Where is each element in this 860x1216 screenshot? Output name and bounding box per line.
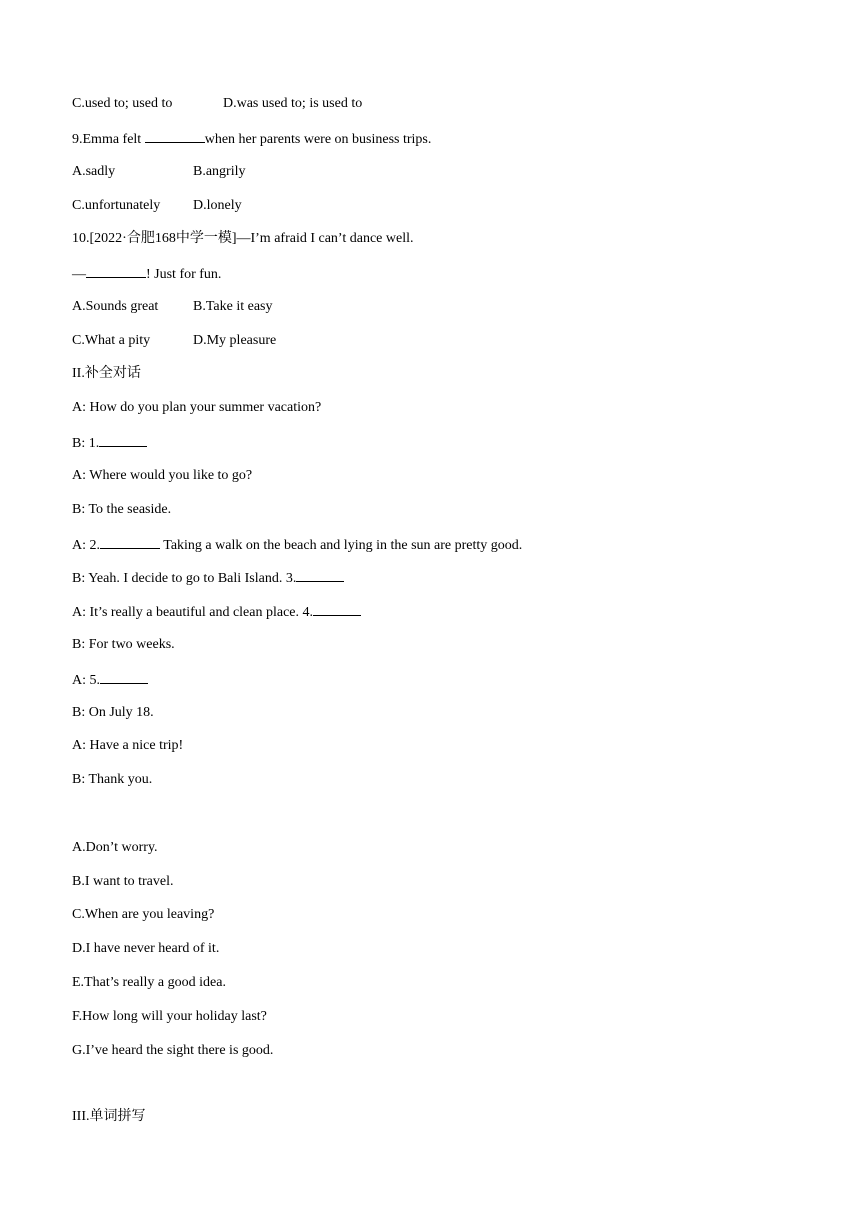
q8-option-d: D.was used to; is used to bbox=[223, 96, 363, 111]
section2-heading: II.补全对话 bbox=[72, 366, 141, 381]
dialogue-line-7-text: A: It’s really a beautiful and clean place. 4. bbox=[72, 605, 314, 620]
choice-option-f: F.How long will your holiday last? bbox=[72, 1009, 267, 1024]
q9-option-c: C.unfortunately bbox=[72, 198, 161, 213]
q9-option-b: B.angrily bbox=[193, 164, 246, 179]
dialogue-line-11: A: Have a nice trip! bbox=[72, 738, 184, 753]
dialogue-line-3: A: Where would you like to go? bbox=[72, 468, 253, 483]
dialogue-line-4: B: To the seaside. bbox=[72, 502, 172, 517]
q10-reply bbox=[72, 264, 221, 284]
q10-stem: 10.[2022·合肥168中学一模]—I’m afraid I can’t dance well. bbox=[72, 231, 414, 246]
q10-option-b: B.Take it easy bbox=[193, 299, 273, 314]
q9-option-a: A.sadly bbox=[72, 164, 116, 179]
q9-stem-end: when her parents were on business trips. bbox=[204, 132, 432, 147]
q10-option-a: A.Sounds great bbox=[72, 299, 159, 314]
q9-answer-blank[interactable] bbox=[145, 129, 205, 143]
dialogue-line-7 bbox=[72, 602, 361, 622]
dialogue-line-8: B: For two weeks. bbox=[72, 637, 175, 652]
q10-option-c: C.What a pity bbox=[72, 333, 151, 348]
dialogue-blank-5[interactable] bbox=[100, 670, 148, 684]
choice-option-d: D.I have never heard of it. bbox=[72, 941, 220, 956]
choice-option-b: B.I want to travel. bbox=[72, 874, 174, 889]
choice-option-c: C.When are you leaving? bbox=[72, 907, 215, 922]
choice-option-g: G.I’ve heard the sight there is good. bbox=[72, 1043, 274, 1058]
dialogue-blank-4[interactable] bbox=[313, 602, 361, 616]
dialogue-line-9-text: A: 5. bbox=[72, 673, 100, 688]
choice-option-a: A.Don’t worry. bbox=[72, 840, 158, 855]
q10-option-d: D.My pleasure bbox=[193, 333, 277, 348]
dialogue-line-2-text: B: 1. bbox=[72, 436, 100, 451]
dialogue-line-12: B: Thank you. bbox=[72, 772, 153, 787]
q10-reply-dash: — bbox=[72, 267, 86, 282]
q9-stem bbox=[72, 129, 431, 149]
dialogue-blank-2[interactable] bbox=[100, 535, 160, 549]
dialogue-line-6 bbox=[72, 568, 344, 588]
q8-option-c: C.used to; used to bbox=[72, 96, 173, 111]
dialogue-line-10: B: On July 18. bbox=[72, 705, 154, 720]
section3-heading: III.单词拼写 bbox=[72, 1109, 146, 1124]
dialogue-line-5-end: Taking a walk on the beach and lying in the sun are pretty good. bbox=[160, 538, 523, 553]
dialogue-line-1: A: How do you plan your summer vacation? bbox=[72, 400, 322, 415]
dialogue-line-2 bbox=[72, 433, 147, 453]
dialogue-line-5 bbox=[72, 535, 522, 555]
dialogue-line-5-start: A: 2. bbox=[72, 538, 100, 553]
dialogue-blank-3[interactable] bbox=[296, 568, 344, 582]
q10-answer-blank[interactable] bbox=[86, 264, 146, 278]
q9-stem-start: 9.Emma felt bbox=[72, 132, 145, 147]
dialogue-line-6-text: B: Yeah. I decide to go to Bali Island. 3. bbox=[72, 571, 297, 586]
dialogue-line-9 bbox=[72, 670, 148, 690]
choice-option-e: E.That’s really a good idea. bbox=[72, 975, 226, 990]
q9-option-d: D.lonely bbox=[193, 198, 242, 213]
q10-reply-end: ! Just for fun. bbox=[146, 267, 222, 282]
dialogue-blank-1[interactable] bbox=[99, 433, 147, 447]
